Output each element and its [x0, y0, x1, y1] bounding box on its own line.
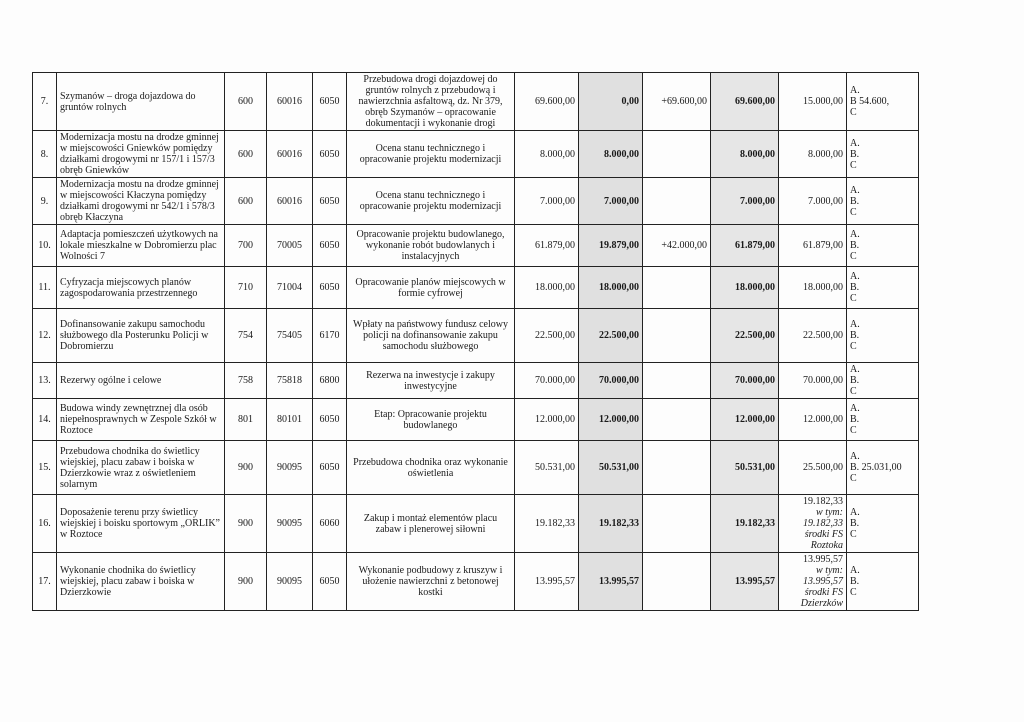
amount-after-change: 12.000,00 [711, 399, 779, 441]
own-funds-amount [779, 267, 847, 309]
row-number: 7. [33, 73, 57, 131]
own-funds-value: 12.000,00 [803, 414, 843, 425]
own-funds-value: 7.000,00 [808, 195, 843, 207]
dzial-code: 600 [225, 73, 267, 131]
funding-sources [847, 309, 919, 363]
rozdzial-code: 71004 [267, 267, 313, 309]
own-funds-value: 19.182,33 [803, 496, 843, 507]
amount-after-change: 18.000,00 [711, 267, 779, 309]
investment-table [32, 72, 991, 611]
row-number: 13. [33, 363, 57, 399]
planned-amount: 7.000,00 [515, 178, 579, 225]
amount-change [643, 495, 711, 553]
planned-amount: 12.000,00 [515, 399, 579, 441]
source-a: A. [850, 451, 860, 462]
amount-change [643, 363, 711, 399]
dzial-code: 710 [225, 267, 267, 309]
source-c: C [850, 473, 857, 484]
rozdzial-code: 80101 [267, 399, 313, 441]
own-funds-value: 61.879,00 [803, 240, 843, 251]
amount-before-change: 0,00 [579, 73, 643, 131]
funding-sources [847, 441, 919, 495]
task-name: Dofinansowanie zakupu samochodu służbowego dla Posterunku Policji w Dobromierzu [57, 309, 225, 363]
own-funds-value: 13.995,57 [803, 554, 843, 565]
rozdzial-code: 60016 [267, 131, 313, 178]
source-b: B. [850, 195, 860, 207]
task-description: Zakup i montaż elementów placu zabaw i plenerowej siłowni [347, 495, 515, 553]
source-c: C [850, 206, 857, 218]
amount-after-change: 13.995,57 [711, 553, 779, 611]
task-name: Doposażenie terenu przy świetlicy wiejskiej i boisku sportowym „ORLIK” w Roztoce [57, 495, 225, 553]
source-b: B. [850, 240, 860, 251]
table-row [33, 309, 991, 363]
source-b: B. [850, 282, 860, 293]
rozdzial-code: 75818 [267, 363, 313, 399]
source-b: B. [850, 148, 860, 160]
own-funds-amount [779, 399, 847, 441]
row-number: 11. [33, 267, 57, 309]
table-row [33, 131, 991, 178]
table-row [33, 363, 991, 399]
dzial-code: 754 [225, 309, 267, 363]
row-number: 17. [33, 553, 57, 611]
amount-change [643, 178, 711, 225]
amount-after-change: 7.000,00 [711, 178, 779, 225]
table-row [33, 267, 991, 309]
rozdzial-code: 60016 [267, 73, 313, 131]
paragraf-code: 6050 [313, 73, 347, 131]
dzial-code: 801 [225, 399, 267, 441]
paragraf-code: 6170 [313, 309, 347, 363]
table-row [33, 495, 991, 553]
funding-sources [847, 553, 919, 611]
amount-before-change: 8.000,00 [579, 131, 643, 178]
own-funds-value: 15.000,00 [803, 96, 843, 107]
own-funds-amount [779, 225, 847, 267]
amount-change: +42.000,00 [643, 225, 711, 267]
source-a: A. [850, 507, 860, 518]
own-funds-value: 8.000,00 [808, 148, 843, 160]
funding-sources [847, 363, 919, 399]
own-funds-value: 18.000,00 [803, 282, 843, 293]
source-b: B. 25.031,00 [850, 462, 902, 473]
paragraf-code: 6050 [313, 178, 347, 225]
own-funds-amount [779, 73, 847, 131]
planned-amount: 70.000,00 [515, 363, 579, 399]
paragraf-code: 6800 [313, 363, 347, 399]
dzial-code: 600 [225, 131, 267, 178]
source-a: A. [850, 137, 860, 149]
table-row [33, 441, 991, 495]
task-name: Adaptacja pomieszczeń użytkowych na lokale mieszkalne w Dobromierzu plac Wolności 7 [57, 225, 225, 267]
dzial-code: 900 [225, 553, 267, 611]
source-c: C [850, 425, 857, 436]
planned-amount: 50.531,00 [515, 441, 579, 495]
table-row [33, 225, 991, 267]
task-name: Wykonanie chodnika do świetlicy wiejskiej, placu zabaw i boiska w Dzierzkowie [57, 553, 225, 611]
amount-change [643, 131, 711, 178]
amount-before-change: 70.000,00 [579, 363, 643, 399]
amount-before-change: 19.879,00 [579, 225, 643, 267]
own-funds-including: w tym: [816, 507, 843, 518]
source-a: A. [850, 229, 860, 240]
own-funds-value: 25.500,00 [803, 462, 843, 473]
task-name: Budowa windy zewnętrznej dla osób niepełnosprawnych w Zespole Szkół w Roztoce [57, 399, 225, 441]
task-description: Ocena stanu technicznego i opracowanie projektu modernizacji [347, 131, 515, 178]
amount-before-change: 7.000,00 [579, 178, 643, 225]
own-funds-source: środki FS Roztoka [804, 529, 843, 551]
source-c: C [850, 293, 857, 304]
amount-change [643, 553, 711, 611]
planned-amount: 61.879,00 [515, 225, 579, 267]
row-number: 8. [33, 131, 57, 178]
funding-sources [847, 178, 919, 225]
table-row [33, 73, 991, 131]
own-funds-sub-value: 13.995,57 [803, 576, 843, 587]
amount-change [643, 399, 711, 441]
dzial-code: 700 [225, 225, 267, 267]
table-row [33, 553, 991, 611]
paragraf-code: 6050 [313, 553, 347, 611]
row-number: 9. [33, 178, 57, 225]
planned-amount: 13.995,57 [515, 553, 579, 611]
planned-amount: 19.182,33 [515, 495, 579, 553]
source-b: B. [850, 375, 860, 386]
dzial-code: 900 [225, 495, 267, 553]
amount-before-change: 18.000,00 [579, 267, 643, 309]
amount-change [643, 441, 711, 495]
paragraf-code: 6050 [313, 131, 347, 178]
rozdzial-code: 90095 [267, 441, 313, 495]
funding-sources [847, 73, 919, 131]
own-funds-value: 70.000,00 [803, 375, 843, 386]
task-name: Przebudowa chodnika do świetlicy wiejskiej, placu zabaw i boiska w Dzierzkowie wraz z oświetleniem solarnym [57, 441, 225, 495]
own-funds-value: 22.500,00 [803, 330, 843, 341]
dzial-code: 600 [225, 178, 267, 225]
funding-sources [847, 131, 919, 178]
task-description: Etap: Opracowanie projektu budowlanego [347, 399, 515, 441]
amount-after-change: 69.600,00 [711, 73, 779, 131]
own-funds-sub-value: 19.182,33 [803, 518, 843, 529]
source-a: A. [850, 364, 860, 375]
paragraf-code: 6050 [313, 267, 347, 309]
own-funds-amount [779, 441, 847, 495]
row-number: 14. [33, 399, 57, 441]
source-b: B. [850, 518, 860, 529]
funding-sources [847, 225, 919, 267]
task-description: Rezerwa na inwestycje i zakupy inwestycyjne [347, 363, 515, 399]
amount-change [643, 309, 711, 363]
task-name: Modernizacja mostu na drodze gminnej w miejscowości Kłaczyna pomiędzy działkami drogowymi nr 542/1 i 578/3 obręb Kłaczyna [57, 178, 225, 225]
source-a: A. [850, 565, 860, 576]
source-c: C [850, 251, 857, 262]
amount-after-change: 22.500,00 [711, 309, 779, 363]
source-c: C [850, 529, 857, 540]
own-funds-amount [779, 131, 847, 178]
rozdzial-code: 70005 [267, 225, 313, 267]
amount-before-change: 50.531,00 [579, 441, 643, 495]
row-number: 15. [33, 441, 57, 495]
planned-amount: 69.600,00 [515, 73, 579, 131]
source-c: C [850, 587, 857, 598]
paragraf-code: 6050 [313, 225, 347, 267]
amount-after-change: 8.000,00 [711, 131, 779, 178]
amount-after-change: 50.531,00 [711, 441, 779, 495]
source-a: A. [850, 271, 860, 282]
row-number: 10. [33, 225, 57, 267]
funding-sources [847, 495, 919, 553]
source-a: A. [850, 85, 860, 96]
amount-before-change: 12.000,00 [579, 399, 643, 441]
own-funds-amount [779, 309, 847, 363]
source-c: C [850, 107, 857, 118]
amount-change [643, 267, 711, 309]
table-row [33, 399, 991, 441]
source-a: A. [850, 319, 860, 330]
task-name: Szymanów – droga dojazdowa do gruntów rolnych [57, 73, 225, 131]
paragraf-code: 6050 [313, 441, 347, 495]
dzial-code: 758 [225, 363, 267, 399]
funding-sources [847, 399, 919, 441]
planned-amount: 18.000,00 [515, 267, 579, 309]
source-b: B 54.600, [850, 96, 890, 107]
own-funds-amount [779, 495, 847, 553]
source-a: A. [850, 184, 860, 196]
source-c: C [850, 386, 857, 397]
amount-after-change: 70.000,00 [711, 363, 779, 399]
source-a: A. [850, 403, 860, 414]
task-description: Wpłaty na państwowy fundusz celowy policji na dofinansowanie zakupu samochodu służbowego [347, 309, 515, 363]
own-funds-amount [779, 553, 847, 611]
source-b: B. [850, 330, 860, 341]
source-c: C [850, 159, 857, 171]
planned-amount: 22.500,00 [515, 309, 579, 363]
task-description: Opracowanie planów miejscowych w formie cyfrowej [347, 267, 515, 309]
task-description: Przebudowa chodnika oraz wykonanie oświetlenia [347, 441, 515, 495]
paragraf-code: 6050 [313, 399, 347, 441]
rozdzial-code: 60016 [267, 178, 313, 225]
source-c: C [850, 341, 857, 352]
funding-sources [847, 267, 919, 309]
planned-amount: 8.000,00 [515, 131, 579, 178]
source-b: B. [850, 576, 860, 587]
task-name: Modernizacja mostu na drodze gminnej w miejscowości Gniewków pomiędzy działkami drogowymi nr 157/1 i 157/3 obręb Gniewków [57, 131, 225, 178]
amount-after-change: 61.879,00 [711, 225, 779, 267]
task-description: Opracowanie projektu budowlanego, wykonanie robót budowlanych i instalacyjnych [347, 225, 515, 267]
amount-before-change: 19.182,33 [579, 495, 643, 553]
amount-before-change: 13.995,57 [579, 553, 643, 611]
own-funds-amount [779, 178, 847, 225]
task-name: Cyfryzacja miejscowych planów zagospodarowania przestrzennego [57, 267, 225, 309]
rozdzial-code: 90095 [267, 553, 313, 611]
dzial-code: 900 [225, 441, 267, 495]
task-description: Wykonanie podbudowy z kruszyw i ułożenie nawierzchni z betonowej kostki [347, 553, 515, 611]
amount-after-change: 19.182,33 [711, 495, 779, 553]
rozdzial-code: 90095 [267, 495, 313, 553]
source-b: B. [850, 414, 860, 425]
table-body [33, 73, 991, 611]
own-funds-source: środki FS Dzierzków [800, 587, 843, 609]
amount-change: +69.600,00 [643, 73, 711, 131]
row-number: 16. [33, 495, 57, 553]
row-number: 12. [33, 309, 57, 363]
own-funds-amount [779, 363, 847, 399]
rozdzial-code: 75405 [267, 309, 313, 363]
table-row [33, 178, 991, 225]
paragraf-code: 6060 [313, 495, 347, 553]
task-description: Przebudowa drogi dojazdowej do gruntów rolnych z przebudową i nawierzchnia asfaltową, dz. Nr 379, obręb Szymanów – opracowanie dokumentacji i wykonanie drogi [347, 73, 515, 131]
own-funds-including: w tym: [816, 565, 843, 576]
task-name: Rezerwy ogólne i celowe [57, 363, 225, 399]
task-description: Ocena stanu technicznego i opracowanie projektu modernizacji [347, 178, 515, 225]
amount-before-change: 22.500,00 [579, 309, 643, 363]
